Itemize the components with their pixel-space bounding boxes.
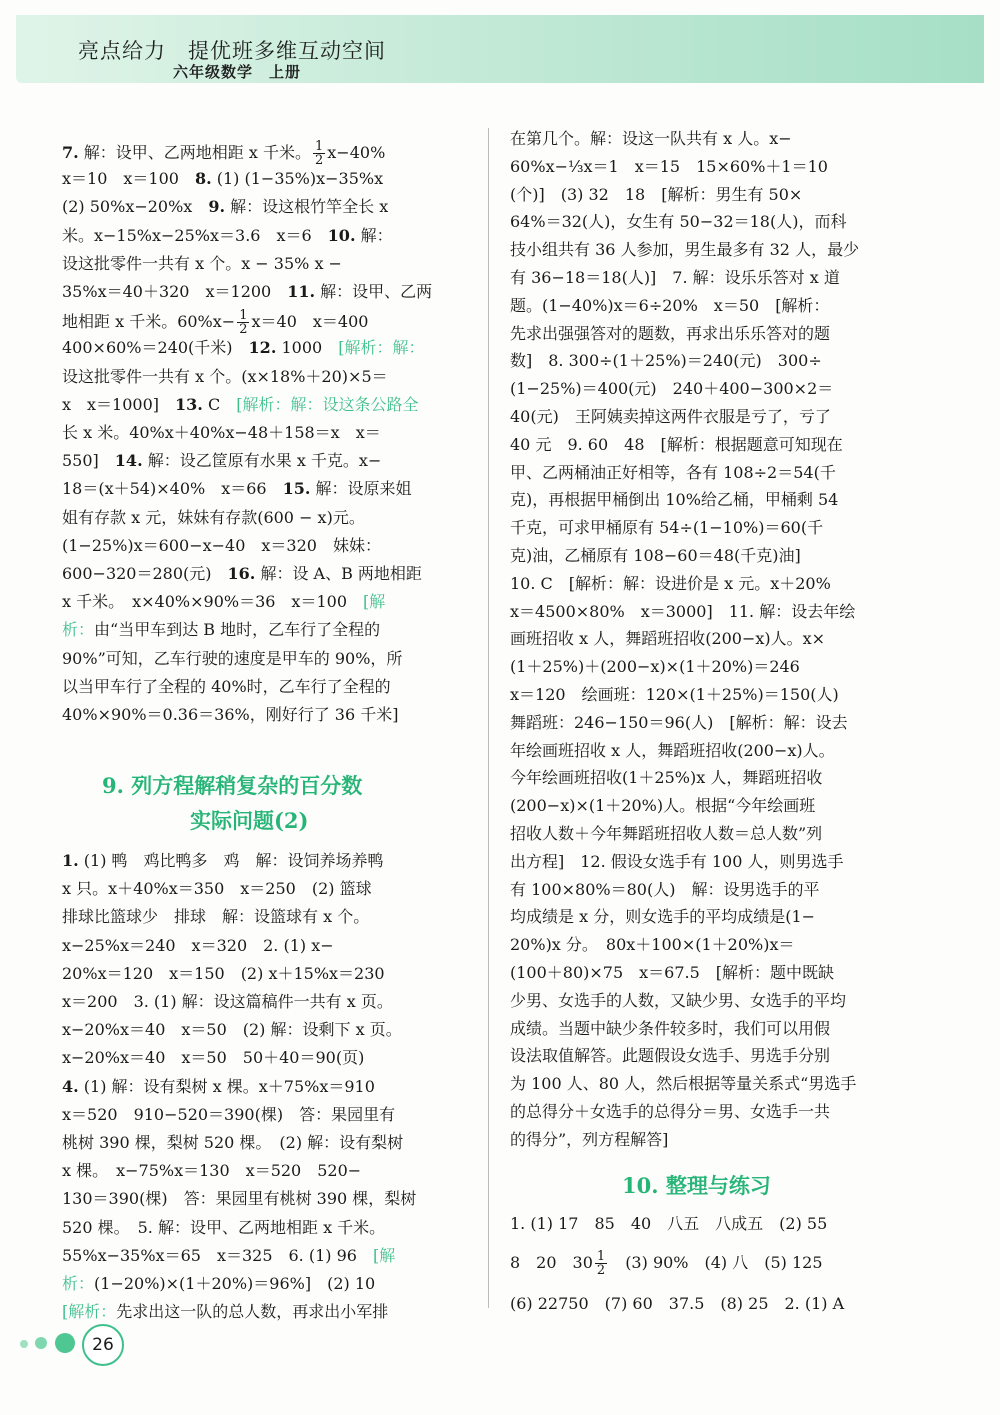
text-run: 桃树 390 棵，梨树 520 棵。 (2) 解：设有梨树 (62, 1133, 404, 1152)
item-number: 15. (282, 479, 311, 499)
text-line (62, 850, 384, 874)
text-line: 64%＝32(人)，女生有 50−32＝18(人)，而科 (510, 212, 847, 232)
fraction-numerator: 1 (239, 308, 248, 324)
decor-dot (55, 1333, 75, 1353)
text-line: 画班招收 x 人，舞蹈班招收(200−x)人。x× (510, 629, 826, 649)
text-run: 18＝(x＋54)×40% x＝66 (62, 479, 283, 499)
text-line: 少男、女选手的人数，又缺少男、女选手的平均 (510, 990, 847, 1010)
text-line (510, 1249, 823, 1278)
text-line: x＝120 绘画班：120×(1＋25%)＝150(人) (510, 685, 839, 704)
text-line: 1. (1) 17 85 40 八五 八成五 (2) 55 (510, 1214, 828, 1233)
text-line (62, 1019, 402, 1043)
text-line: 千克，可求甲桶原有 54÷(1−10%)＝60(千 (510, 518, 824, 538)
text-run: x−40% (327, 143, 386, 162)
text-run: 以当甲车行了全程的 40%时，乙车行了全程的 (62, 676, 391, 696)
text-line (62, 963, 385, 987)
text-run: 55%x−35%x＝65 x＝325 6. (1) 96 (62, 1245, 373, 1265)
fraction (313, 140, 325, 167)
item-number: 9. (208, 197, 226, 217)
text-run: 设这批零件一共有 x 个。x − 35% x − (62, 253, 342, 273)
text-run: 解：设原来姐 (310, 479, 412, 499)
text-line: 设法取值解答。此题假设女选手、男选手分别 (510, 1046, 831, 1066)
text-line: 均成绩是 x 分，则女选手的平均成绩是(1− (510, 907, 816, 927)
text-run: 130＝390(棵) 答：果园里有桃树 390 棵，梨树 (62, 1189, 417, 1209)
text-line (62, 935, 334, 959)
text-run: 520 棵。 5. 解：设甲、乙两地相距 x 千米。 (62, 1217, 386, 1237)
text-run: 地相距 x 千米。60%x− (62, 312, 236, 332)
fraction (595, 1250, 607, 1277)
fraction-denominator: 2 (315, 153, 324, 168)
text-line: (100＋80)×75 x＝67.5 [解析：题中既缺 (510, 963, 835, 982)
column-divider (488, 128, 489, 1308)
item-number: 4. (62, 1076, 79, 1096)
text-run: 35%x＝40＋320 x＝1200 (62, 282, 288, 301)
text-run: x＝520 910−520＝390(棵) 答：果园里有 (62, 1104, 396, 1124)
text-line (62, 906, 369, 930)
text-line (62, 394, 418, 418)
text-line: 10. C [解析：解：设进价是 x 元。x＋20% (510, 573, 831, 593)
text-line (62, 225, 393, 249)
item-number: 10. (327, 225, 356, 245)
text-run: (3) 90% (4) 八 (5) 125 (609, 1253, 823, 1272)
text-run: x−25%x＝240 x＝320 2. (1) x− (62, 935, 334, 955)
text-line (62, 648, 402, 672)
text-run: 解： (355, 225, 393, 245)
text-line: (6) 22750 (7) 60 37.5 (8) 25 2. (1) A (510, 1294, 845, 1313)
text-line (62, 991, 393, 1015)
hint-label: [解析：解： (338, 338, 425, 358)
fraction (237, 309, 249, 336)
text-run: 解：设甲、乙两 (315, 282, 433, 301)
hint-label: [解 (372, 1245, 396, 1265)
header-title: 亮点给力 提优班多维互动空间 (78, 39, 386, 63)
text-line (62, 422, 381, 446)
text-line (62, 1217, 385, 1241)
text-line: 克)油，乙桶原有 108−60＝48(千克)油] (510, 546, 801, 565)
text-run: 解：设 A、B 两地相距 (255, 564, 422, 583)
text-line (62, 563, 422, 587)
fraction-denominator: 2 (239, 322, 248, 338)
text-line (62, 281, 432, 305)
text-line: 克)，再根据甲桶倒出 10%给乙桶，甲桶剩 54 (510, 490, 839, 510)
decor-dot (20, 1340, 28, 1348)
text-line: 招收人数＋今年舞蹈班招收人数＝总人数”列 (510, 824, 823, 843)
text-line: 题。(1−40%)x＝6÷20% x＝50 [解析： (510, 295, 830, 315)
hint-label: [解析： (62, 1302, 117, 1322)
text-line (62, 139, 386, 168)
item-number: 1. (62, 851, 79, 870)
text-run: x−20%x＝40 x＝50 (2) 解：设剩下 x 页。 (62, 1020, 402, 1040)
section-9-title-line2: 实际问题(2) (190, 808, 309, 833)
text-line (62, 535, 381, 559)
text-line (62, 507, 365, 531)
text-line: 40 元 9. 60 48 [解析：根据题意可知现在 (510, 434, 843, 454)
text-run: x＝40 x＝400 (251, 312, 369, 332)
text-line: (1−25%)＝400(元) 240＋400−300×2＝ (510, 379, 834, 399)
text-run: x＝10 x＝100 (62, 169, 195, 189)
text-run: 由“当甲车到达 B 地时，乙车行了全程的 (94, 620, 381, 640)
text-line (62, 1160, 361, 1184)
hint-label: [解析：解：设这条公路全 (236, 394, 419, 414)
text-line: 的得分”，列方程解答] (510, 1129, 669, 1149)
hint-label: 析： (62, 1274, 95, 1293)
text-line: 技小组共有 36 人参加，男生最多有 32 人，最少 (510, 240, 860, 260)
text-line: 为 100 人、80 人，然后根据等量关系式“男选手 (510, 1074, 857, 1094)
fraction-denominator: 2 (596, 1263, 606, 1278)
text-run: (1−25%)x＝600−x−40 x＝320 妹妹： (62, 535, 381, 555)
text-run: 400×60%＝240(千米) (62, 338, 249, 358)
text-line (62, 1273, 375, 1297)
text-line (62, 1104, 395, 1128)
text-run: 设这批零件一共有 x 个。(x×18%＋20)×5＝ (62, 366, 388, 386)
text-line: 60%x−⅓x＝1 x＝15 15×60%＋1＝10 (510, 156, 828, 176)
text-run: 先求出这一队的总人数，再求出小军排 (116, 1302, 389, 1322)
text-line (62, 1132, 403, 1156)
text-line (62, 450, 381, 474)
item-number: 7. (62, 143, 79, 162)
text-run: x x＝1000] (62, 394, 176, 414)
text-line (62, 308, 369, 338)
text-line (62, 1188, 416, 1212)
text-line (62, 878, 372, 902)
text-run: x＝200 3. (1) 解：设这篇稿件一共有 x 页。 (62, 992, 393, 1011)
text-line (62, 337, 424, 361)
text-line: 在第几个。解：设这一队共有 x 人。x− (510, 129, 792, 148)
text-run: 米。x−15%x−25%x＝3.6 x＝6 (62, 225, 328, 245)
text-run: (1) 鸭 鸡比鸭多 鸡 解：设饲养场养鸭 (78, 851, 384, 870)
text-run: 解：设这根竹竿全长 x (225, 197, 389, 217)
text-line: 成绩。当题中缺少条件较多时，我们可以用假 (510, 1018, 831, 1038)
text-line: 有 36−18＝18(人)] 7. 解：设乐乐答对 x 道 (510, 268, 840, 287)
text-line: 今年绘画班招收(1＋25%)x 人，舞蹈班招收 (510, 768, 823, 788)
text-line (62, 1047, 364, 1071)
header-subtitle: 六年级数学 上册 (173, 63, 302, 81)
text-line (62, 591, 385, 615)
text-line (62, 1245, 395, 1269)
text-run: 40%×90%＝0.36＝36%，刚好行了 36 千米] (62, 705, 399, 724)
item-number: 8. (194, 169, 212, 189)
item-number: 16. (227, 564, 256, 583)
text-run: (1−20%)×(1＋20%)＝96%] (2) 10 (94, 1274, 376, 1293)
text-run: (1) (1−35%)x−35%x (211, 169, 384, 189)
text-run: 姐有存款 x 元，妹妹有存款(600 − x)元。 (62, 507, 365, 527)
text-line: 有 100×80%＝80(人) 解：设男选手的平 (510, 879, 820, 899)
text-line (62, 253, 342, 277)
text-run: (2) 50%x−20%x (62, 197, 209, 217)
text-line (62, 478, 412, 502)
text-line (62, 366, 388, 390)
item-number: 11. (287, 282, 316, 301)
text-line: 40(元) 王阿姨卖掉这两件衣服是亏了，亏了 (510, 407, 831, 426)
header-band (16, 15, 984, 83)
text-line (62, 1301, 388, 1325)
text-line: 先求出强强答对的题数，再求出乐乐答对的题 (510, 323, 831, 343)
text-line: x＝4500×80% x＝3000] 11. 解：设去年绘 (510, 601, 856, 621)
section-9-title: 9. 列方程解稍复杂的百分数 (102, 773, 363, 798)
section-10-title: 10. 整理与练习 (622, 1173, 771, 1198)
text-line (62, 704, 399, 728)
fraction-numerator: 1 (596, 1249, 606, 1264)
text-run: 90%”可知，乙车行驶的速度是甲车的 90%，所 (62, 648, 403, 668)
decor-dot (35, 1337, 47, 1349)
item-number: 13. (175, 394, 203, 414)
text-line: 的总得分＋女选手的总得分＝男、女选手一共 (510, 1102, 831, 1121)
page-number: 26 (82, 1324, 124, 1366)
text-run: x−20%x＝40 x＝50 50＋40＝90(页) (62, 1048, 365, 1068)
text-line: 舞蹈班：246−150＝96(人) [解析：解：设去 (510, 712, 848, 732)
text-line: (1＋25%)＋(200−x)×(1＋20%)＝246 (510, 657, 800, 677)
text-line: 甲、乙两桶油正好相等，各有 108÷2＝54(千 (510, 462, 836, 482)
text-run: 长 x 米。40%x＋40%x−48＋158＝x x＝ (62, 423, 381, 442)
text-line: 20%)x 分。 80x＋100×(1＋20%)x＝ (510, 935, 795, 955)
text-run: 8 20 30 (510, 1253, 593, 1272)
text-line (62, 168, 383, 192)
text-run: 20%x＝120 x＝150 (2) x＋15%x＝230 (62, 963, 385, 983)
text-run: 解：设甲、乙两地相距 x 千米。 (78, 143, 311, 162)
text-run: x 棵。 x−75%x＝130 x＝520 520− (62, 1161, 362, 1181)
text-line (62, 1076, 375, 1100)
text-line (62, 196, 388, 220)
item-number: 12. (248, 338, 277, 358)
text-line (62, 676, 391, 700)
text-line: 出方程] 12. 假设女选手有 100 人，则男选手 (510, 851, 844, 871)
text-run: 600−320＝280(元) (62, 564, 228, 583)
hint-label: 析： (62, 620, 95, 640)
text-run: 550] (62, 451, 115, 471)
text-line: 数] 8. 300÷(1＋25%)＝240(元) 300÷ (510, 351, 822, 371)
text-run: 排球比篮球少 排球 解：设篮球有 x 个。 (62, 907, 370, 927)
text-run: 解：设乙筐原有水果 x 千克。x− (142, 451, 382, 471)
fraction-numerator: 1 (315, 139, 324, 154)
text-line (62, 619, 380, 643)
text-run: x 只。x＋40%x＝350 x＝250 (2) 篮球 (62, 879, 372, 899)
text-run: 1000 (276, 338, 339, 358)
text-line: 年绘画班招收 x 人，舞蹈班招收(200−x)人。 (510, 740, 835, 760)
item-number: 14. (114, 451, 143, 471)
text-run: (1) 解：设有梨树 x 棵。x＋75%x＝910 (78, 1076, 375, 1096)
text-run: C (202, 394, 237, 414)
text-line: (个)] (3) 32 18 [解析：男生有 50× (510, 184, 803, 204)
text-run: x 千米。 x×40%×90%＝36 x＝100 (62, 592, 363, 612)
text-line: (200−x)×(1＋20%)人。根据“今年绘画班 (510, 796, 816, 816)
hint-label: [解 (363, 592, 386, 612)
